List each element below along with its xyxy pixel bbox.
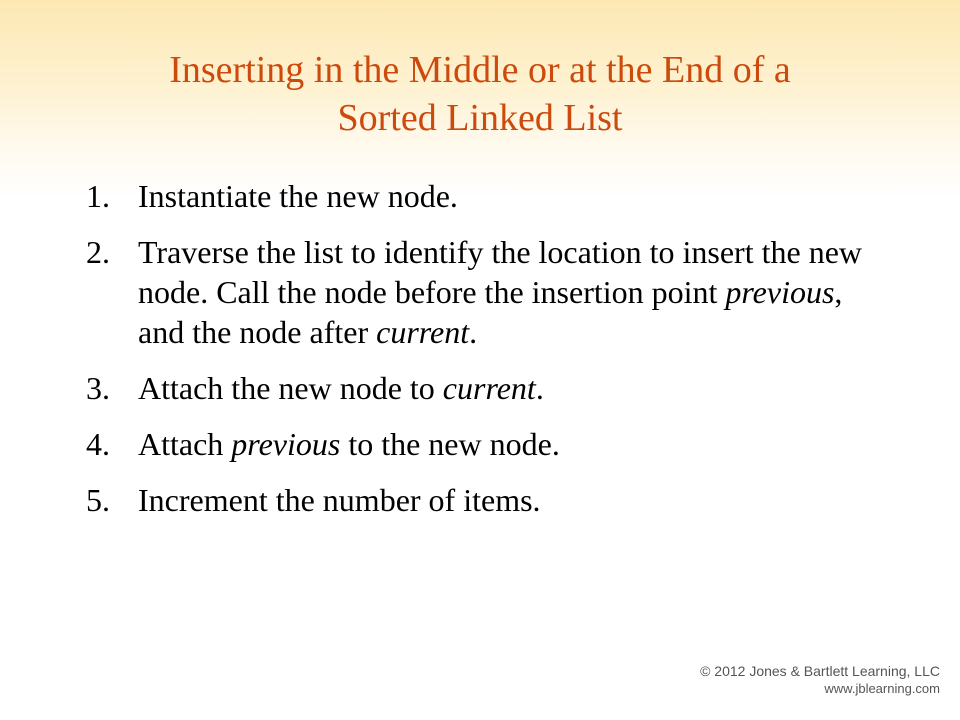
step-item	[86, 368, 886, 408]
step-text-part: Attach the new node to	[138, 370, 443, 406]
step-text-part: Increment the number of items.	[138, 482, 541, 518]
slide-title	[0, 46, 960, 142]
step-text-part: the new node. Call the node before the insertion	[138, 234, 862, 310]
step-text-part: Attach	[138, 426, 232, 462]
step-text-part: .	[469, 314, 478, 350]
step-text-emphasis: current	[376, 314, 470, 350]
step-text	[138, 232, 886, 352]
publisher-url: www.jblearning.com	[824, 681, 940, 696]
step-text-part: , and the node after	[138, 274, 843, 350]
copyright-text: © 2012 Jones & Bartlett Learning, LLC	[700, 663, 940, 679]
step-text-emphasis: previous	[231, 426, 341, 462]
step-text	[138, 424, 886, 464]
copyright-footer	[700, 662, 940, 698]
slide-title-line-2: Sorted Linked List	[337, 97, 623, 139]
step-item	[86, 232, 886, 352]
step-item	[86, 480, 886, 520]
step-number: 1.	[86, 178, 110, 214]
step-text-part: .	[535, 370, 544, 406]
step-number: 3.	[86, 370, 110, 406]
step-text	[138, 176, 886, 216]
step-text-emphasis: current	[442, 370, 536, 406]
step-text-emphasis: previous	[725, 274, 835, 310]
step-item	[86, 424, 886, 464]
step-text-part: Instantiate the new node.	[138, 178, 458, 214]
steps-list	[86, 176, 886, 536]
step-text-part: Traverse the list to identify the location to insert	[138, 234, 762, 270]
step-text	[138, 368, 886, 408]
step-text-part: point	[651, 274, 726, 310]
step-number: 2.	[86, 234, 110, 270]
step-text-part: to the new node.	[340, 426, 560, 462]
step-text	[138, 480, 886, 520]
step-item	[86, 176, 886, 216]
step-number: 5.	[86, 482, 110, 518]
slide-title-line-1: Inserting in the Middle or at the End of a	[169, 49, 791, 91]
step-number: 4.	[86, 426, 110, 462]
